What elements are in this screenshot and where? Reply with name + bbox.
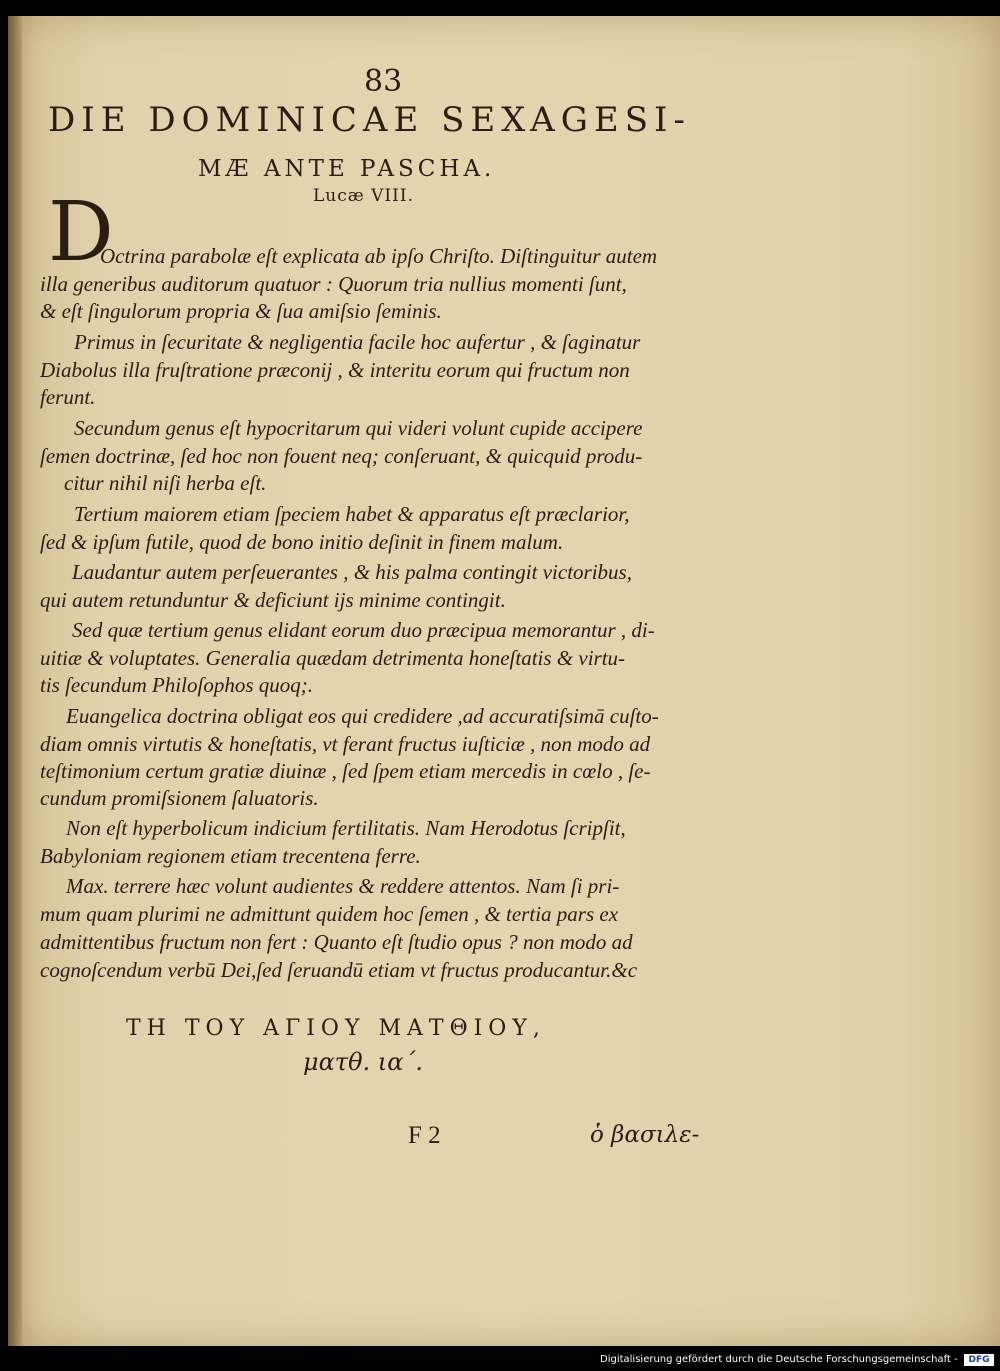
- text-line-10: Tertium maiorem etiam ſpeciem habet & apparatus eſt præclarior,: [74, 502, 630, 526]
- text-line-17: Euangelica doctrina obligat eos qui credidere ,ad accuratiſsimā cuſto-: [66, 704, 659, 728]
- funding-notice: Digitalisierung gefördert durch die Deutsche Forschungsgemeinschaft -: [600, 1354, 958, 1365]
- greek-heading: ΤΗ ΤΟΥ ΑΓΙΟΥ ΜΑΤΘΙΟΥ,: [126, 1016, 546, 1041]
- text-line-12: Laudantur autem perſeuerantes , & his palma contingit victoribus,: [72, 560, 632, 584]
- text-line-13: qui autem retunduntur & deficiunt ijs minime contingit.: [40, 588, 506, 612]
- text-line-23: Max. terrere hæc volunt audientes & reddere attentos. Nam ſi pri-: [66, 874, 620, 898]
- text-line-21: Non eſt hyperbolicum indicium fertilitatis. Nam Herodotus ſcripſit,: [66, 816, 626, 840]
- text-line-7: Secundum genus eſt hypocritarum qui videri volunt cupide accipere: [74, 416, 643, 440]
- text-line-2: illa generibus auditorum quatuor : Quorum tria nullius momenti ſunt,: [40, 272, 627, 296]
- text-line-14: Sed quæ tertium genus elidant eorum duo præcipua memorantur , di-: [72, 618, 655, 642]
- page-number: 83: [364, 64, 403, 99]
- text-line-18: diam omnis virtutis & honeſtatis, vt ferant fructus iuſticiæ , non modo ad: [40, 732, 651, 756]
- text-line-8: ſemen doctrinæ, ſed hoc non fouent neq; conſeruant, & quicquid produ-: [40, 444, 643, 468]
- text-line-26: cognoſcendum verbū Dei,ſed ſeruandū etiam vt fructus producantur.&c: [40, 958, 638, 982]
- dfg-logo: DFG: [964, 1354, 994, 1366]
- text-line-15: uitiæ & voluptates. Generalia quædam detrimenta honeſtatis & virtu-: [40, 646, 626, 670]
- text-line-9: citur nihil niſi herba eſt.: [64, 471, 267, 495]
- text-line-16: tis ſecundum Philoſophos quoq;.: [40, 673, 313, 697]
- book-page: [8, 16, 1000, 1346]
- text-line-22: Babyloniam regionem etiam trecentena ferre.: [40, 844, 421, 868]
- page-title-line-2: MÆ ANTE PASCHA.: [198, 156, 496, 182]
- text-line-25: admittentibus fructum non fert : Quanto eſt ſtudio opus ? non modo ad: [40, 930, 633, 954]
- catchword: ὁ βασιλε-: [590, 1122, 700, 1148]
- text-line-24: mum quam plurimi ne admittunt quidem hoc ſemen , & tertia pars ex: [40, 902, 619, 926]
- text-line-4: Primus in ſecuritate & negligentia facile hoc aufertur , & ſaginatur: [74, 330, 641, 354]
- text-line-20: cundum promiſsionem ſaluatoris.: [40, 786, 319, 810]
- page-gutter: [8, 16, 22, 1346]
- scripture-reference: Lucæ VIII.: [313, 186, 414, 206]
- signature-mark: F 2: [408, 1122, 441, 1149]
- page-title-line-1: DIE DOMINICAE SEXAGESI-: [48, 100, 691, 140]
- text-line-3: & eſt ſingulorum propria & ſua amiſsio ſeminis.: [40, 299, 442, 323]
- text-line-1: Octrina parabolæ eſt explicata ab ipſo Chriſto. Diſtinguitur autem: [100, 244, 658, 268]
- text-line-19: teſtimonium certum gratiæ diuinæ , ſed ſpem etiam mercedis in cœlo , ſe-: [40, 759, 651, 783]
- greek-subheading: ματθ. ια΄.: [303, 1048, 424, 1076]
- drop-cap: D: [48, 185, 114, 280]
- text-line-6: ferunt.: [40, 385, 96, 409]
- text-line-5: Diabolus illa fruſtratione præconij , & interitu eorum qui fructum non: [40, 358, 630, 382]
- text-line-11: ſed & ipſum futile, quod de bono initio deſinit in finem malum.: [40, 530, 564, 554]
